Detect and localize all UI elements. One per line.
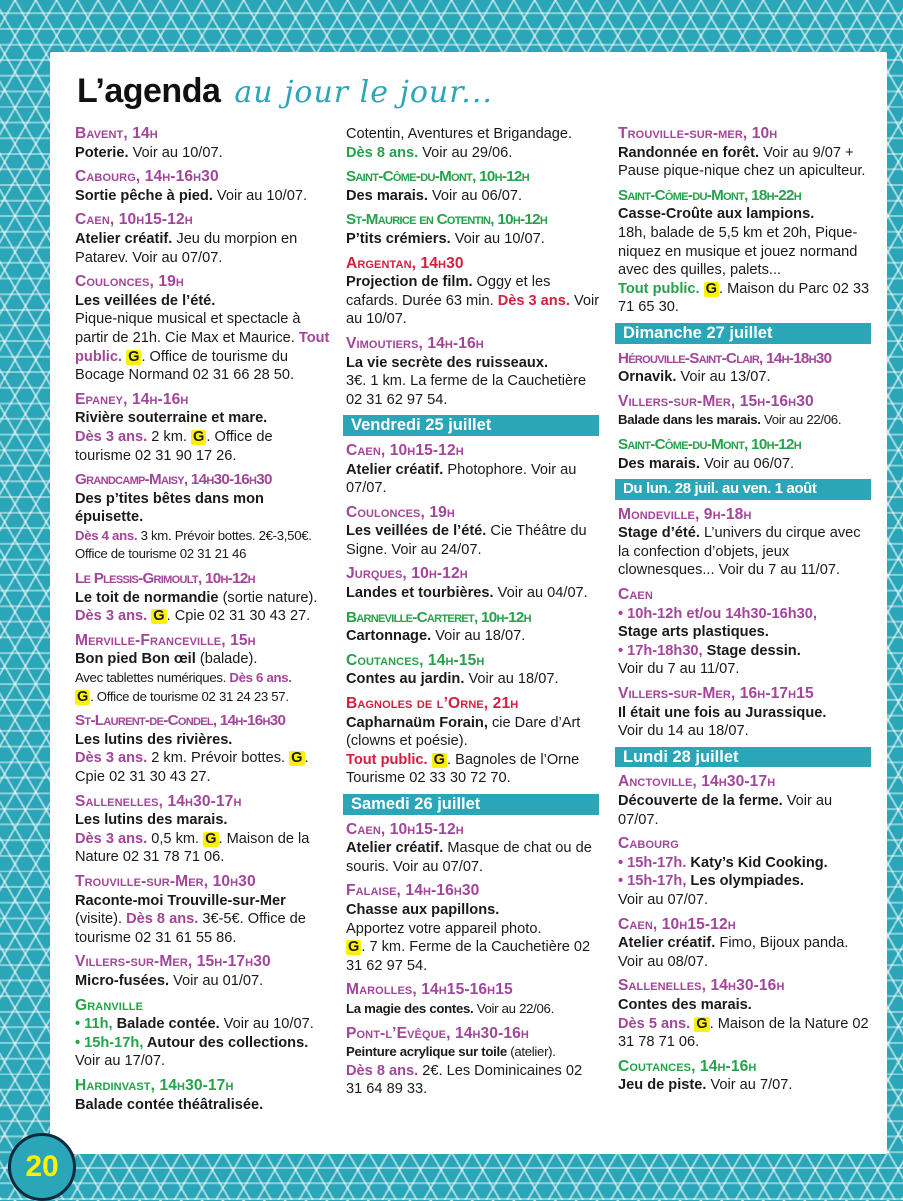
event-details: Voir au 10/07. <box>346 292 600 328</box>
event-caen-2 <box>618 916 874 972</box>
event-place: Vimoutiers, 14h-16h <box>346 334 484 352</box>
event-place: Saint-Côme-du-Mont, 10h-12h <box>618 435 802 453</box>
event-coutances <box>618 1058 874 1095</box>
event-caen <box>346 821 602 877</box>
time-tag: • 11h, <box>75 1016 113 1033</box>
event-bagnoles <box>346 695 602 788</box>
event-place: Trouville-sur-Mer, 10h30 <box>75 872 256 890</box>
event-title: Ornavik. <box>618 369 677 386</box>
event-mondeville <box>618 506 874 580</box>
event-details: Photophore. Voir au 07/07. <box>346 461 577 497</box>
event-st-laurent <box>75 712 331 786</box>
event-place: Saint-Côme-du-Mont, 18h-22h <box>618 186 802 204</box>
event-details: 3€. 1 km. La ferme de la Cauchetière 02 31 62 97 54. <box>346 373 587 408</box>
event-hardinvast <box>75 1077 331 1114</box>
event-details: (visite). <box>75 911 127 928</box>
event-title: Rivière souterraine et mare. <box>75 410 268 427</box>
g-badge: G <box>433 751 446 768</box>
event-title: Balade contée. <box>112 1016 220 1033</box>
event-place: Hérouville-Saint-Clair, 14h-18h30 <box>618 349 832 367</box>
event-saint-come-2 <box>618 436 874 473</box>
event-title: Atelier créatif. <box>346 461 444 478</box>
event-place: Caen, 10h15-12h <box>346 441 464 459</box>
event-details: Voir au 07/07. <box>618 891 709 908</box>
time-tag: • 15h-17h, <box>75 1034 144 1051</box>
event-details: Voir au 06/07. <box>427 187 523 204</box>
event-details: Voir au 9/07 + Pause pique-nique chez un apiculteur. <box>618 144 866 180</box>
event-place: Cabourg, 14h-16h30 <box>75 168 219 186</box>
event-contact: . Cpie 02 31 30 43 27. <box>166 608 311 625</box>
event-place: St-Laurent-de-Condel, 14h-16h30 <box>75 712 286 730</box>
event-title: Stage arts plastiques. <box>618 624 769 641</box>
event-title: Jeu de piste. <box>618 1077 707 1094</box>
g-badge: G <box>348 939 360 956</box>
event-place: Anctoville, 14h30-17h <box>618 773 776 791</box>
event-title: Le toit de normandie <box>75 589 219 606</box>
event-saint-come <box>346 168 602 205</box>
event-details: Voir au 10/07. <box>450 230 545 247</box>
time-tag: • 15h-17h, <box>618 873 687 890</box>
event-contact: . Maison de la Nature 02 31 78 71 06. <box>618 1015 869 1051</box>
event-details: Voir au 13/07. <box>676 369 771 386</box>
event-st-maurice <box>346 211 602 248</box>
event-place: Villers-sur-Mer, 15h-17h30 <box>75 953 271 971</box>
event-title: Des marais. <box>346 187 428 204</box>
event-title: Les lutins des rivières. <box>75 731 233 748</box>
event-details: Voir au 06/07. <box>699 455 795 472</box>
event-details: Oggy et les cafards. Durée 63 min. <box>346 274 551 309</box>
event-place: Saint-Côme-du-Mont, 10h-12h <box>346 168 530 186</box>
event-epaney <box>75 391 331 465</box>
event-title: Peinture acrylique sur toile <box>346 1044 507 1060</box>
event-details: 2 km. Prévoir bottes. <box>147 750 290 767</box>
g-badge: G <box>291 750 303 767</box>
day-header-samedi: Samedi 26 juillet <box>343 794 599 815</box>
page-number: 20 <box>8 1133 76 1201</box>
day-header-lundi: Lundi 28 juillet <box>615 747 871 768</box>
event-title: Les lutins des marais. <box>75 812 228 829</box>
page-title: L’agenda <box>77 72 221 110</box>
event-details: Cotentin, Aventures et Brigandage. <box>346 126 573 142</box>
event-details: (balade). <box>195 651 258 668</box>
event-sallenelles <box>75 793 331 867</box>
event-details: Voir au 18/07. <box>431 628 526 645</box>
event-merville <box>75 632 331 706</box>
g-badge: G <box>77 688 89 705</box>
event-details: Voir au 22/06. <box>473 1000 554 1016</box>
event-argentan <box>346 255 602 329</box>
event-details: Voir au 10/07. <box>219 1016 314 1033</box>
event-details: 3 km. Prévoir bottes. 2€-3,50€. Office de tourisme 02 31 21 46 <box>75 527 312 562</box>
event-details-2: Avec tablettes numériques. <box>75 670 230 686</box>
event-place: Caen, 10h15-12h <box>618 915 736 933</box>
event-contact: 3€-5€. Office de tourisme 02 31 61 55 86. <box>75 911 306 946</box>
event-place: Barneville-Carteret, 10h-12h <box>346 608 531 626</box>
event-details: Voir du 7 au 11/07. <box>618 661 740 678</box>
event-contact: . Office de tourisme 02 31 24 23 57. <box>90 688 289 704</box>
age-tag: Dès 4 ans. <box>75 527 138 543</box>
event-details: Voir au 7/07. <box>706 1077 793 1094</box>
audience-tag: Tout public. <box>346 751 428 768</box>
event-contact: . 7 km. Ferme de la Cauchetière 02 31 62 97 54. <box>346 939 591 974</box>
event-bavent <box>75 125 331 162</box>
event-details: Voir au 01/07. <box>169 972 264 989</box>
event-title: Les veillées de l’été. <box>346 523 487 540</box>
column-1 <box>75 125 331 1120</box>
event-place: Coulonces, 19h <box>75 273 184 291</box>
age-tag: Dès 3 ans. <box>75 750 148 767</box>
age-tag: Dès 6 ans. <box>229 670 292 686</box>
event-title: Randonnée en forêt. <box>618 144 760 161</box>
event-details: Pique-nique musical et spectacle à partir de 21h. Cie Max et Maurice. <box>75 311 301 346</box>
event-title: Des p’tites bêtes dans mon épuisette. <box>75 490 264 526</box>
event-place: Caen, 10h15-12h <box>75 211 193 229</box>
agenda-page <box>50 52 887 1154</box>
event-details: Voir du 14 au 18/07. <box>618 723 749 740</box>
event-title: Katy’s Kid Cooking. <box>686 854 828 871</box>
event-details: L’univers du cirque avec la confection d’objets, jeux clownesques... Voir du 7 au 11/07. <box>618 525 861 579</box>
event-title: Il était une fois au Jurassique. <box>618 704 827 721</box>
event-vimoutiers <box>346 335 602 409</box>
event-title: Découverte de la ferme. <box>618 793 783 809</box>
event-herouville <box>618 350 874 387</box>
event-title: Des marais. <box>618 455 700 472</box>
day-header-dimanche: Dimanche 27 juillet <box>615 323 871 344</box>
g-badge: G <box>128 348 140 365</box>
age-tag: Dès 8 ans. <box>126 911 199 928</box>
page-header <box>77 72 493 132</box>
event-place: Mondeville, 9h-18h <box>618 505 752 523</box>
event-place: Coutances, 14h-15h <box>346 651 485 669</box>
time-tag: • 10h-12h et/ou 14h30-16h30, <box>618 605 817 622</box>
event-details: Voir au 04/07. <box>493 585 588 602</box>
event-place: Caen <box>618 586 653 604</box>
event-marolles <box>346 981 602 1018</box>
event-place: Villers-sur-Mer, 16h-17h15 <box>618 685 814 703</box>
event-coutances <box>346 652 602 689</box>
event-falaise <box>346 882 602 975</box>
event-place: Pont-l’Evêque, 14h30-16h <box>346 1024 529 1042</box>
event-trouville <box>75 873 331 947</box>
event-place: Coutances, 14h-16h <box>618 1057 757 1075</box>
event-trouville <box>618 125 874 181</box>
event-details: (atelier). <box>506 1044 556 1060</box>
column-2 <box>346 125 602 1105</box>
event-place: Trouville-sur-mer, 10h <box>618 125 778 142</box>
event-details: 2 km. <box>147 428 191 445</box>
event-title: Contes des marais. <box>618 996 752 1013</box>
event-coulonces <box>346 504 602 560</box>
event-contact: . Bagnoles de l’Orne Tourisme 02 33 30 72 70. <box>346 751 580 787</box>
event-details: Jeu du morpion en Patarev. Voir au 07/07. <box>75 230 298 266</box>
event-place: Bagnoles de l’Orne, 21h <box>346 695 519 713</box>
event-title: Landes et tourbières. <box>346 585 494 602</box>
event-details: Voir au 07/07. <box>618 793 833 828</box>
event-contact: 2€. Les Dominicaines 02 31 64 89 33. <box>346 1062 583 1098</box>
event-contact: . Maison de la Nature 02 31 78 71 06. <box>75 830 310 866</box>
event-details: Voir au 22/06. <box>760 412 842 428</box>
event-title: Micro-fusées. <box>75 972 170 989</box>
event-details: Voir au 10/07. <box>128 144 223 161</box>
time-tag: • 17h-18h30, <box>618 642 703 659</box>
event-caen <box>75 211 331 267</box>
event-cabourg <box>75 168 331 205</box>
g-badge: G <box>193 428 205 445</box>
event-title: Autour des collections. <box>143 1034 309 1051</box>
event-details: Fimo, Bijoux panda. Voir au 08/07. <box>618 935 849 970</box>
event-title: Atelier créatif. <box>618 935 716 952</box>
event-villers <box>618 393 874 430</box>
event-title: Raconte-moi Trouville-sur-Mer <box>75 892 286 909</box>
event-contact: . Office de tourisme du Bocage Normand 02 31 66 28 50. <box>75 348 295 384</box>
event-place: Granville <box>75 996 144 1014</box>
event-caen <box>346 442 602 498</box>
event-title: Les olympiades. <box>686 873 804 890</box>
event-title: Atelier créatif. <box>75 230 173 247</box>
event-caen <box>618 586 874 679</box>
event-pont-leveque <box>346 1025 602 1099</box>
event-title: Cartonnage. <box>346 628 432 645</box>
event-place: Sallenelles, 14h30-16h <box>618 977 785 995</box>
event-title: Balade contée théâtralisée. <box>75 1096 264 1113</box>
event-villers-2 <box>618 685 874 741</box>
age-tag: Dès 3 ans. <box>497 292 570 309</box>
age-tag: Dès 5 ans. <box>618 1015 691 1032</box>
event-details: Voir au 29/06. <box>418 144 513 161</box>
event-title: Poterie. <box>75 144 129 161</box>
event-place: Villers-sur-Mer, 15h-16h30 <box>618 392 814 410</box>
event-place: Falaise, 14h-16h30 <box>346 882 480 900</box>
event-details: 18h, balade de 5,5 km et 20h, Pique-niquez en musique et jouez normand avec des quilles, palets... <box>618 224 858 279</box>
event-place: Hardinvast, 14h30-17h <box>75 1076 234 1094</box>
day-header-semaine: Du lun. 28 juil. au ven. 1 août <box>615 479 871 500</box>
page-subtitle: au jour le jour... <box>234 75 493 110</box>
event-place: Merville-Franceville, 15h <box>75 631 256 649</box>
event-grandcamp <box>75 471 331 564</box>
day-header-vendredi: Vendredi 25 juillet <box>343 415 599 436</box>
event-details: Masque de chat ou de souris. Voir au 07/07. <box>346 840 592 875</box>
event-title: Stage dessin. <box>702 642 801 659</box>
event-jurques <box>346 565 602 602</box>
event-details: Voir au 10/07. <box>212 187 307 204</box>
event-plessis <box>75 570 331 626</box>
age-tag: Dès 3 ans. <box>75 428 148 445</box>
event-details: Apportez votre appareil photo. <box>346 920 542 937</box>
event-details: Cie Théâtre du Signe. Voir au 24/07. <box>346 523 587 558</box>
g-badge: G <box>696 1015 708 1032</box>
event-contact: . Maison du Parc 02 33 71 65 30. <box>618 280 870 316</box>
event-title: La magie des contes. <box>346 1000 474 1016</box>
column-3 <box>618 125 874 1101</box>
event-place: Le Plessis-Grimoult, 10h-12h <box>75 570 255 588</box>
age-tag: Dès 8 ans. <box>346 144 419 161</box>
event-title: P’tits crémiers. <box>346 230 451 247</box>
event-villers <box>75 953 331 990</box>
event-contact: . Cpie 02 31 30 43 27. <box>75 750 309 785</box>
event-details: (sortie nature). <box>218 589 318 606</box>
event-title: Capharnaüm Forain, <box>346 714 488 731</box>
g-badge: G <box>705 280 718 297</box>
event-place: St-Maurice en Cotentin, 10h-12h <box>346 211 548 229</box>
audience-tag: Tout public. <box>618 280 700 297</box>
event-granville <box>75 997 331 1071</box>
event-details: Voir au 17/07. <box>75 1053 166 1070</box>
event-place: Sallenelles, 14h30-17h <box>75 792 242 810</box>
event-title: Contes au jardin. <box>346 671 465 688</box>
event-title: Bon pied Bon œil <box>75 651 196 668</box>
event-details: cie Dare d’Art (clowns et poésie). <box>346 714 581 750</box>
time-tag: • 15h-17h. <box>618 854 687 871</box>
event-details: 0,5 km. <box>147 830 204 847</box>
event-title: Atelier créatif. <box>346 840 444 857</box>
g-badge: G <box>153 608 165 625</box>
event-title: Casse-Croûte aux lampions. <box>618 206 815 223</box>
event-details: Voir au 18/07. <box>464 671 559 688</box>
age-tag: Dès 3 ans. <box>75 608 148 625</box>
event-place: Argentan, 14h30 <box>346 254 464 272</box>
event-title: Sortie pêche à pied. <box>75 187 213 204</box>
event-title: Stage d’été. <box>618 525 700 542</box>
event-sallenelles <box>618 977 874 1051</box>
event-title: Balade dans les marais. <box>618 412 761 428</box>
event-title: Chasse aux papillons. <box>346 901 500 918</box>
audience-tag: Tout public. <box>75 329 330 365</box>
event-place: Bavent, 14h <box>75 125 158 142</box>
event-barneville <box>346 609 602 646</box>
event-place: Coulonces, 19h <box>346 503 455 521</box>
event-saint-come <box>618 187 874 317</box>
event-place: Epaney, 14h-16h <box>75 390 189 408</box>
age-tag: Dès 3 ans. <box>75 830 148 847</box>
event-anctoville <box>618 773 874 829</box>
event-place: Marolles, 14h15-16h15 <box>346 981 513 999</box>
event-place: Caen, 10h15-12h <box>346 820 464 838</box>
event-title: La vie secrète des ruisseaux. <box>346 354 549 371</box>
event-continued <box>346 125 602 162</box>
event-title: Les veillées de l’été. <box>75 292 216 309</box>
g-badge: G <box>205 830 217 847</box>
event-place: Grandcamp-Maisy, 14h30-16h30 <box>75 471 272 489</box>
event-place: Cabourg <box>618 835 679 853</box>
event-contact: . Office de tourisme 02 31 90 17 26. <box>75 428 273 464</box>
event-place: Jurques, 10h-12h <box>346 565 468 583</box>
event-title: Projection de film. <box>346 274 473 291</box>
event-coulonces <box>75 273 331 385</box>
event-cabourg <box>618 835 874 909</box>
age-tag: Dès 8 ans. <box>346 1062 419 1079</box>
